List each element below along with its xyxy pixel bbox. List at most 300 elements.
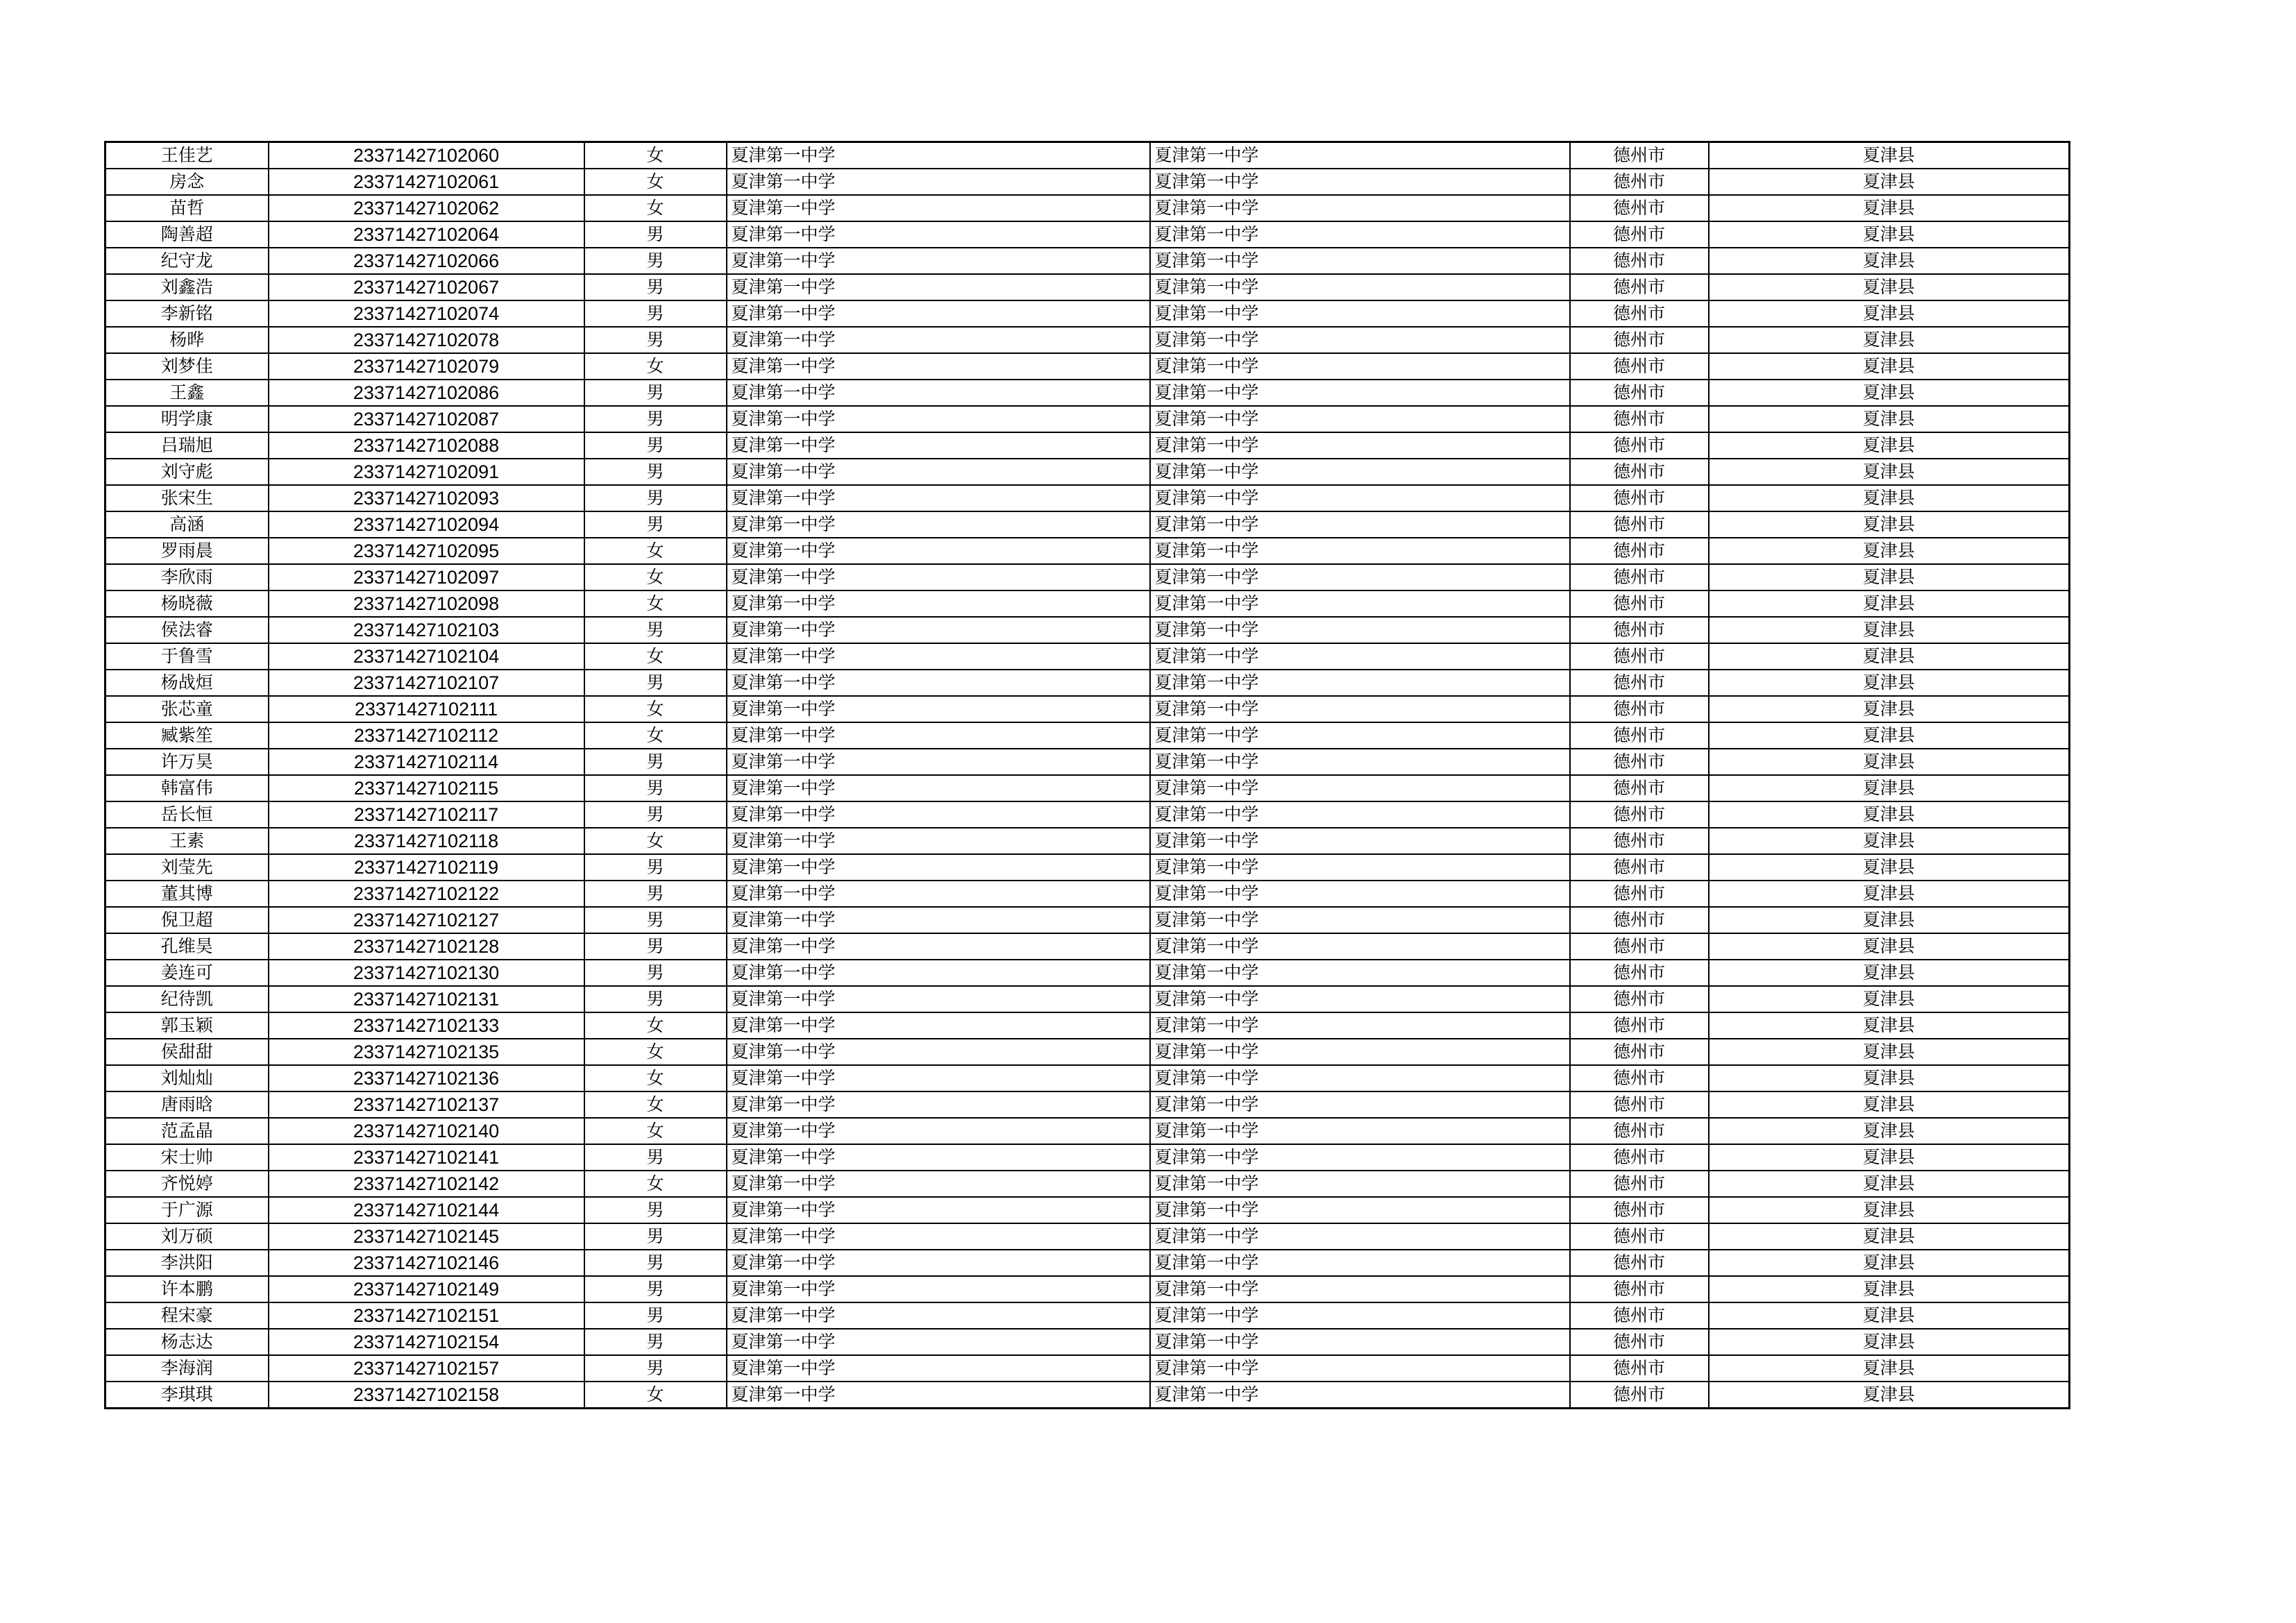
school-cell: 夏津第一中学 [727,169,1150,195]
exam-number-cell: 23371427102088 [269,432,584,459]
school-cell: 夏津第一中学 [727,854,1150,881]
table-row [105,1250,2070,1276]
county-cell: 夏津县 [1709,1223,2070,1250]
school-cell-2: 夏津第一中学 [1150,696,1570,722]
school-cell-2: 夏津第一中学 [1150,195,1570,221]
county-cell: 夏津县 [1709,274,2070,300]
city-cell: 德州市 [1570,1144,1709,1171]
student-name-cell: 高涵 [105,511,269,538]
exam-number-cell: 23371427102098 [269,590,584,617]
school-cell: 夏津第一中学 [727,1276,1150,1302]
gender-cell: 男 [584,485,727,511]
county-cell: 夏津县 [1709,485,2070,511]
school-cell: 夏津第一中学 [727,1355,1150,1382]
school-cell-2: 夏津第一中学 [1150,485,1570,511]
school-cell: 夏津第一中学 [727,590,1150,617]
county-cell: 夏津县 [1709,380,2070,406]
exam-number-cell: 23371427102146 [269,1250,584,1276]
gender-cell: 女 [584,1012,727,1039]
student-name-cell: 明学康 [105,406,269,432]
city-cell: 德州市 [1570,406,1709,432]
school-cell-2: 夏津第一中学 [1150,1039,1570,1065]
table-row [105,1144,2070,1171]
exam-number-cell: 23371427102144 [269,1197,584,1223]
student-name-cell: 郭玉颖 [105,1012,269,1039]
city-cell: 德州市 [1570,801,1709,828]
school-cell: 夏津第一中学 [727,1039,1150,1065]
county-cell: 夏津县 [1709,1329,2070,1355]
exam-number-cell: 23371427102086 [269,380,584,406]
gender-cell: 男 [584,459,727,485]
city-cell: 德州市 [1570,300,1709,327]
table-row [105,406,2070,432]
city-cell: 德州市 [1570,1065,1709,1091]
table-row [105,353,2070,380]
city-cell: 德州市 [1570,960,1709,986]
city-cell: 德州市 [1570,380,1709,406]
table-row [105,1118,2070,1144]
gender-cell: 男 [584,248,727,274]
gender-cell: 男 [584,1302,727,1329]
school-cell-2: 夏津第一中学 [1150,1276,1570,1302]
exam-number-cell: 23371427102104 [269,643,584,670]
city-cell: 德州市 [1570,907,1709,933]
gender-cell: 男 [584,775,727,801]
school-cell-2: 夏津第一中学 [1150,881,1570,907]
table-row [105,169,2070,195]
school-cell-2: 夏津第一中学 [1150,1118,1570,1144]
table-row [105,933,2070,960]
county-cell: 夏津县 [1709,195,2070,221]
student-name-cell: 刘莹先 [105,854,269,881]
school-cell: 夏津第一中学 [727,1012,1150,1039]
table-row [105,881,2070,907]
school-cell: 夏津第一中学 [727,670,1150,696]
table-row [105,670,2070,696]
table-row [105,590,2070,617]
table-row [105,854,2070,881]
table-row [105,1302,2070,1329]
city-cell: 德州市 [1570,1039,1709,1065]
exam-number-cell: 23371427102103 [269,617,584,643]
school-cell-2: 夏津第一中学 [1150,1250,1570,1276]
city-cell: 德州市 [1570,1171,1709,1197]
school-cell: 夏津第一中学 [727,1223,1150,1250]
school-cell: 夏津第一中学 [727,696,1150,722]
city-cell: 德州市 [1570,1091,1709,1118]
school-cell: 夏津第一中学 [727,327,1150,353]
school-cell: 夏津第一中学 [727,801,1150,828]
school-cell: 夏津第一中学 [727,1329,1150,1355]
exam-number-cell: 23371427102067 [269,274,584,300]
school-cell-2: 夏津第一中学 [1150,564,1570,590]
city-cell: 德州市 [1570,327,1709,353]
exam-number-cell: 23371427102093 [269,485,584,511]
school-cell: 夏津第一中学 [727,538,1150,564]
student-name-cell: 侯法睿 [105,617,269,643]
school-cell: 夏津第一中学 [727,221,1150,248]
county-cell: 夏津县 [1709,1012,2070,1039]
county-cell: 夏津县 [1709,564,2070,590]
school-cell-2: 夏津第一中学 [1150,1171,1570,1197]
student-roster-table [104,141,2070,1409]
exam-number-cell: 23371427102122 [269,881,584,907]
gender-cell: 女 [584,696,727,722]
gender-cell: 女 [584,590,727,617]
student-name-cell: 程宋豪 [105,1302,269,1329]
gender-cell: 男 [584,1355,727,1382]
county-cell: 夏津县 [1709,696,2070,722]
county-cell: 夏津县 [1709,933,2070,960]
student-name-cell: 张宋生 [105,485,269,511]
school-cell: 夏津第一中学 [727,353,1150,380]
school-cell-2: 夏津第一中学 [1150,1091,1570,1118]
student-name-cell: 许本鹏 [105,1276,269,1302]
school-cell: 夏津第一中学 [727,564,1150,590]
exam-number-cell: 23371427102087 [269,406,584,432]
county-cell: 夏津县 [1709,459,2070,485]
city-cell: 德州市 [1570,1012,1709,1039]
city-cell: 德州市 [1570,169,1709,195]
county-cell: 夏津县 [1709,749,2070,775]
student-name-cell: 房念 [105,169,269,195]
school-cell: 夏津第一中学 [727,881,1150,907]
student-name-cell: 刘梦佳 [105,353,269,380]
table-row [105,1091,2070,1118]
city-cell: 德州市 [1570,1197,1709,1223]
city-cell: 德州市 [1570,459,1709,485]
exam-number-cell: 23371427102133 [269,1012,584,1039]
gender-cell: 男 [584,511,727,538]
gender-cell: 女 [584,538,727,564]
table-row [105,617,2070,643]
gender-cell: 男 [584,1197,727,1223]
exam-number-cell: 23371427102149 [269,1276,584,1302]
school-cell: 夏津第一中学 [727,643,1150,670]
student-name-cell: 孔维昊 [105,933,269,960]
school-cell: 夏津第一中学 [727,195,1150,221]
school-cell-2: 夏津第一中学 [1150,933,1570,960]
school-cell: 夏津第一中学 [727,1091,1150,1118]
student-name-cell: 刘灿灿 [105,1065,269,1091]
city-cell: 德州市 [1570,564,1709,590]
student-name-cell: 纪守龙 [105,248,269,274]
city-cell: 德州市 [1570,1355,1709,1382]
exam-number-cell: 23371427102114 [269,749,584,775]
student-name-cell: 杨战烜 [105,670,269,696]
city-cell: 德州市 [1570,722,1709,749]
school-cell-2: 夏津第一中学 [1150,221,1570,248]
table-row [105,1329,2070,1355]
school-cell-2: 夏津第一中学 [1150,142,1570,169]
gender-cell: 男 [584,617,727,643]
school-cell-2: 夏津第一中学 [1150,1065,1570,1091]
gender-cell: 男 [584,907,727,933]
student-name-cell: 于广源 [105,1197,269,1223]
county-cell: 夏津县 [1709,1250,2070,1276]
student-name-cell: 苗哲 [105,195,269,221]
school-cell-2: 夏津第一中学 [1150,300,1570,327]
county-cell: 夏津县 [1709,248,2070,274]
school-cell: 夏津第一中学 [727,300,1150,327]
gender-cell: 男 [584,380,727,406]
city-cell: 德州市 [1570,854,1709,881]
exam-number-cell: 23371427102079 [269,353,584,380]
school-cell: 夏津第一中学 [727,1382,1150,1409]
student-name-cell: 宋士帅 [105,1144,269,1171]
city-cell: 德州市 [1570,248,1709,274]
city-cell: 德州市 [1570,1223,1709,1250]
gender-cell: 男 [584,1223,727,1250]
student-name-cell: 唐雨晗 [105,1091,269,1118]
county-cell: 夏津县 [1709,169,2070,195]
county-cell: 夏津县 [1709,590,2070,617]
student-name-cell: 刘万硕 [105,1223,269,1250]
gender-cell: 男 [584,406,727,432]
student-name-cell: 陶善超 [105,221,269,248]
student-name-cell: 岳长恒 [105,801,269,828]
exam-number-cell: 23371427102066 [269,248,584,274]
exam-number-cell: 23371427102136 [269,1065,584,1091]
table-row [105,696,2070,722]
city-cell: 德州市 [1570,670,1709,696]
county-cell: 夏津县 [1709,1091,2070,1118]
school-cell-2: 夏津第一中学 [1150,327,1570,353]
city-cell: 德州市 [1570,142,1709,169]
school-cell-2: 夏津第一中学 [1150,169,1570,195]
gender-cell: 女 [584,169,727,195]
county-cell: 夏津县 [1709,881,2070,907]
table-row [105,775,2070,801]
city-cell: 德州市 [1570,538,1709,564]
table-row [105,907,2070,933]
gender-cell: 男 [584,881,727,907]
student-name-cell: 李海润 [105,1355,269,1382]
student-name-cell: 许万昊 [105,749,269,775]
gender-cell: 女 [584,142,727,169]
gender-cell: 男 [584,960,727,986]
student-name-cell: 李洪阳 [105,1250,269,1276]
city-cell: 德州市 [1570,1302,1709,1329]
gender-cell: 女 [584,564,727,590]
school-cell-2: 夏津第一中学 [1150,1012,1570,1039]
gender-cell: 男 [584,221,727,248]
student-name-cell: 罗雨晨 [105,538,269,564]
city-cell: 德州市 [1570,511,1709,538]
school-cell-2: 夏津第一中学 [1150,722,1570,749]
exam-number-cell: 23371427102151 [269,1302,584,1329]
city-cell: 德州市 [1570,828,1709,854]
school-cell-2: 夏津第一中学 [1150,986,1570,1012]
exam-number-cell: 23371427102130 [269,960,584,986]
table-row [105,749,2070,775]
county-cell: 夏津县 [1709,670,2070,696]
table-row [105,274,2070,300]
county-cell: 夏津县 [1709,617,2070,643]
city-cell: 德州市 [1570,1250,1709,1276]
student-name-cell: 王鑫 [105,380,269,406]
city-cell: 德州市 [1570,881,1709,907]
school-cell: 夏津第一中学 [727,1171,1150,1197]
student-name-cell: 杨志达 [105,1329,269,1355]
student-name-cell: 张芯童 [105,696,269,722]
gender-cell: 女 [584,1039,727,1065]
exam-number-cell: 23371427102127 [269,907,584,933]
student-name-cell: 韩富伟 [105,775,269,801]
table-row [105,195,2070,221]
city-cell: 德州市 [1570,221,1709,248]
school-cell-2: 夏津第一中学 [1150,406,1570,432]
school-cell-2: 夏津第一中学 [1150,854,1570,881]
city-cell: 德州市 [1570,696,1709,722]
table-row [105,1355,2070,1382]
county-cell: 夏津县 [1709,300,2070,327]
school-cell-2: 夏津第一中学 [1150,749,1570,775]
county-cell: 夏津县 [1709,854,2070,881]
student-name-cell: 刘守彪 [105,459,269,485]
county-cell: 夏津县 [1709,1118,2070,1144]
student-name-cell: 臧紫笙 [105,722,269,749]
student-name-cell: 王佳艺 [105,142,269,169]
school-cell-2: 夏津第一中学 [1150,353,1570,380]
school-cell-2: 夏津第一中学 [1150,1197,1570,1223]
school-cell: 夏津第一中学 [727,617,1150,643]
school-cell: 夏津第一中学 [727,485,1150,511]
student-name-cell: 刘鑫浩 [105,274,269,300]
school-cell-2: 夏津第一中学 [1150,538,1570,564]
student-name-cell: 于鲁雪 [105,643,269,670]
gender-cell: 男 [584,327,727,353]
county-cell: 夏津县 [1709,722,2070,749]
county-cell: 夏津县 [1709,1355,2070,1382]
gender-cell: 男 [584,432,727,459]
exam-number-cell: 23371427102095 [269,538,584,564]
student-name-cell: 杨晓薇 [105,590,269,617]
gender-cell: 男 [584,933,727,960]
student-name-cell: 杨晔 [105,327,269,353]
table-row [105,538,2070,564]
school-cell-2: 夏津第一中学 [1150,801,1570,828]
city-cell: 德州市 [1570,353,1709,380]
city-cell: 德州市 [1570,195,1709,221]
table-row [105,248,2070,274]
school-cell: 夏津第一中学 [727,1197,1150,1223]
county-cell: 夏津县 [1709,643,2070,670]
gender-cell: 男 [584,274,727,300]
school-cell-2: 夏津第一中学 [1150,432,1570,459]
city-cell: 德州市 [1570,432,1709,459]
city-cell: 德州市 [1570,1329,1709,1355]
table-row [105,221,2070,248]
county-cell: 夏津县 [1709,775,2070,801]
exam-number-cell: 23371427102137 [269,1091,584,1118]
school-cell: 夏津第一中学 [727,459,1150,485]
school-cell-2: 夏津第一中学 [1150,274,1570,300]
school-cell-2: 夏津第一中学 [1150,511,1570,538]
table-row [105,380,2070,406]
student-name-cell: 范孟晶 [105,1118,269,1144]
school-cell: 夏津第一中学 [727,380,1150,406]
exam-number-cell: 23371427102117 [269,801,584,828]
table-row [105,1039,2070,1065]
county-cell: 夏津县 [1709,538,2070,564]
table-row [105,1012,2070,1039]
exam-number-cell: 23371427102097 [269,564,584,590]
county-cell: 夏津县 [1709,1039,2070,1065]
school-cell-2: 夏津第一中学 [1150,643,1570,670]
table-row [105,722,2070,749]
school-cell-2: 夏津第一中学 [1150,1382,1570,1409]
city-cell: 德州市 [1570,775,1709,801]
exam-number-cell: 23371427102119 [269,854,584,881]
school-cell: 夏津第一中学 [727,406,1150,432]
school-cell: 夏津第一中学 [727,1065,1150,1091]
exam-number-cell: 23371427102091 [269,459,584,485]
gender-cell: 男 [584,1144,727,1171]
county-cell: 夏津县 [1709,1276,2070,1302]
school-cell-2: 夏津第一中学 [1150,1223,1570,1250]
gender-cell: 男 [584,1250,727,1276]
student-name-cell: 纪待凯 [105,986,269,1012]
school-cell-2: 夏津第一中学 [1150,1329,1570,1355]
student-name-cell: 王素 [105,828,269,854]
school-cell: 夏津第一中学 [727,1118,1150,1144]
exam-number-cell: 23371427102078 [269,327,584,353]
exam-number-cell: 23371427102141 [269,1144,584,1171]
table-row [105,300,2070,327]
county-cell: 夏津县 [1709,1171,2070,1197]
county-cell: 夏津县 [1709,828,2070,854]
school-cell-2: 夏津第一中学 [1150,1302,1570,1329]
exam-number-cell: 23371427102074 [269,300,584,327]
gender-cell: 女 [584,1065,727,1091]
exam-number-cell: 23371427102062 [269,195,584,221]
school-cell: 夏津第一中学 [727,511,1150,538]
exam-number-cell: 23371427102112 [269,722,584,749]
gender-cell: 女 [584,1118,727,1144]
school-cell-2: 夏津第一中学 [1150,775,1570,801]
table-row [105,1065,2070,1091]
school-cell: 夏津第一中学 [727,248,1150,274]
table-row [105,1197,2070,1223]
table-row [105,511,2070,538]
gender-cell: 男 [584,1329,727,1355]
county-cell: 夏津县 [1709,511,2070,538]
school-cell: 夏津第一中学 [727,907,1150,933]
exam-number-cell: 23371427102140 [269,1118,584,1144]
table-row [105,327,2070,353]
gender-cell: 男 [584,854,727,881]
school-cell: 夏津第一中学 [727,749,1150,775]
exam-number-cell: 23371427102118 [269,828,584,854]
county-cell: 夏津县 [1709,801,2070,828]
exam-number-cell: 23371427102064 [269,221,584,248]
school-cell-2: 夏津第一中学 [1150,590,1570,617]
school-cell: 夏津第一中学 [727,432,1150,459]
school-cell: 夏津第一中学 [727,142,1150,169]
exam-number-cell: 23371427102135 [269,1039,584,1065]
school-cell: 夏津第一中学 [727,1302,1150,1329]
city-cell: 德州市 [1570,485,1709,511]
student-name-cell: 齐悦婷 [105,1171,269,1197]
student-name-cell: 李新铭 [105,300,269,327]
table-row [105,801,2070,828]
school-cell-2: 夏津第一中学 [1150,907,1570,933]
exam-number-cell: 23371427102154 [269,1329,584,1355]
school-cell: 夏津第一中学 [727,274,1150,300]
table-row [105,459,2070,485]
school-cell: 夏津第一中学 [727,775,1150,801]
